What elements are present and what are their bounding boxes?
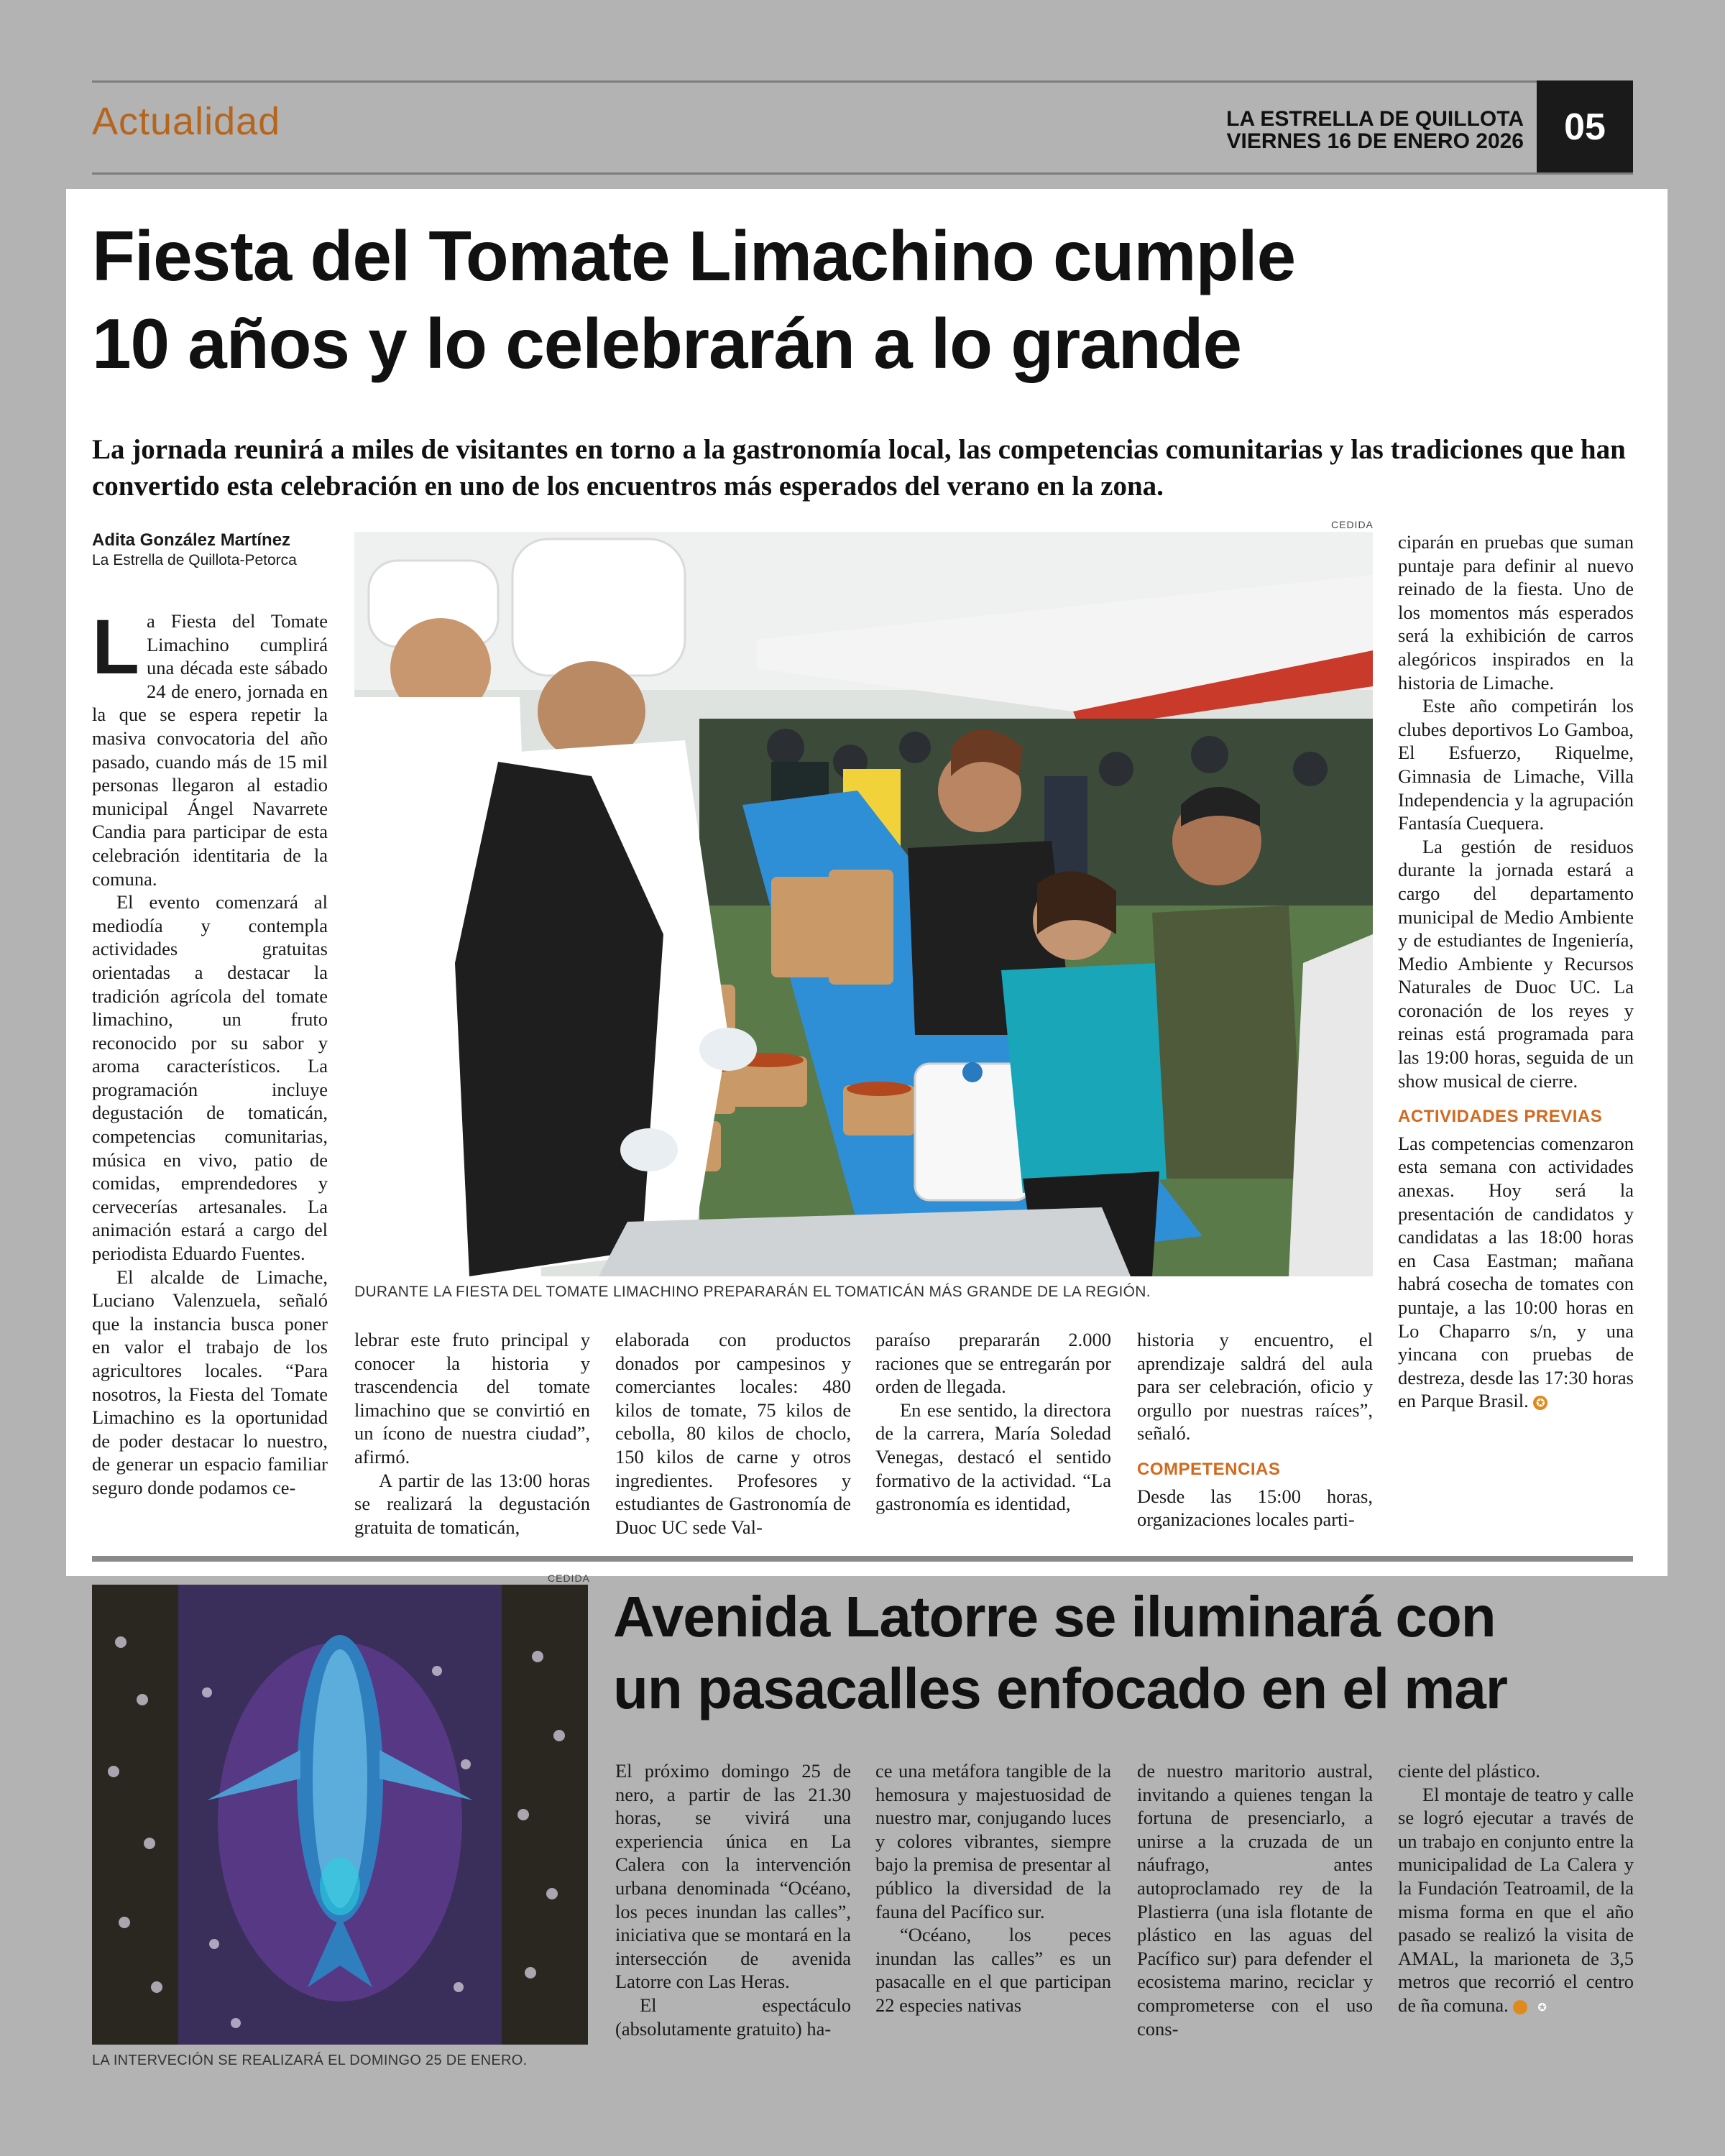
story2-column-1 <box>615 1759 851 2040</box>
secondary-photo <box>92 1585 588 2045</box>
story1-column-3 <box>615 1328 851 1539</box>
section-label: Actualidad <box>92 100 281 143</box>
secondary-headline <box>613 1581 1634 1725</box>
end-mark-icon: ✪ <box>1533 1396 1547 1410</box>
secondary-headline-line-2: un pasacalles enfocado en el mar <box>613 1657 1508 1720</box>
story1-col6-paragraph-2: Este año competirán los clubes deportivos Lo Gamboa, El Esfuerzo, Riquelme, Gimnasia de Limache, Villa Independencia y la agrupación Fantasía Cuequera. <box>1398 695 1634 834</box>
story1-col1-paragraph-1: a Fiesta del Tomate Limachino cumplirá una década este sábado 24 de enero, jornada en la que se espera repetir la masiva convocatoria del año pasado, cuando más de 15 mil personas llegaron al estadio municipal Ángel Navarrete Candia para participar de esta celebración identitaria de la comuna. <box>92 610 328 890</box>
byline <box>92 530 297 571</box>
festival-scene-illustration <box>354 532 1373 1276</box>
story1-col2-paragraph-1: lebrar este fruto principal y conocer la historia y trascendencia del tomate limachino que se convirtió en un ícono de nuestra ciudad”, afirmó. <box>354 1329 590 1468</box>
photo2-caption: LA INTERVECIÓN SE REALIZARÁ EL DOMINGO 25 DE ENERO. <box>92 2053 528 2068</box>
story1-col6-paragraph-4: Las competencias comenzaron esta semana con actividades anexas. Hoy será la presentación de candidatos y candidatas a las 18:00 horas en Casa Eastman; mañana habrá cosecha de tomates con puntaje, a las 10:00 horas en Lo Chaparro s/n, y una yincana con pruebas de destreza, desde las 17:30 horas en Parque Brasil. <box>1398 1132 1634 1412</box>
photo2-credit: CEDIDA <box>548 1572 590 1584</box>
masthead <box>1226 108 1524 152</box>
story2-col2-paragraph-2: “Océano, los peces inundan las calles” es un pasacalle en el que participan 22 especies nativas <box>875 1924 1111 2016</box>
main-dek: La jornada reunirá a miles de visitantes en torno a la gastronomía local, las competencias comunitarias y las tradiciones que han convertido esta celebración en uno de los encuentros más esperados del verano en la zona. <box>92 434 1626 502</box>
header-rule-bottom <box>92 172 1633 175</box>
story1-col2-paragraph-2: A partir de las 13:00 horas se realizará la degustación gratuita de tomaticán, <box>354 1469 590 1538</box>
page-number: 05 <box>1537 80 1633 174</box>
main-headline <box>92 212 1637 387</box>
story2-column-4 <box>1398 1759 1634 2017</box>
story1-col4-paragraph-1: paraíso prepararán 2.000 raciones que se entregarán por orden de llegada. <box>875 1329 1111 1398</box>
subhead-competencias: COMPETENCIAS <box>1137 1459 1281 1479</box>
issue-date: VIERNES 16 DE ENERO 2026 <box>1226 129 1524 153</box>
paper-name: LA ESTRELLA DE QUILLOTA <box>1226 107 1524 131</box>
story1-col6-paragraph-1: ciparán en pruebas que suman puntaje para definir al nuevo reinado de la fiesta. Uno de los momentos más esperados será la exhibición de carros alegóricos inspirados en la historia de Limache. <box>1398 531 1634 694</box>
story2-col1-paragraph-2: El espectáculo (absolutamente gratuito) ha- <box>615 1994 851 2040</box>
story1-col3-paragraph-1: elaborada con productos donados por campesinos y comerciantes locales: 480 kilos de tomate, 75 kilos de cebolla, 80 kilos de choclo, 150 kilos de carne y otros ingredientes. Profesores y estudiantes de Gastronomía de Duoc UC sede Val- <box>615 1329 851 1538</box>
story2-col3-paragraph-1: de nuestro maritorio austral, invitando a quienes tengan la fortuna de presenciarlo, a unirse a la cruzada de un náufrago, antes autoproclamado rey de la Plastierra (una isla flotante de plástico en las aguas del Pacífico sur) para defender el ecosistema marino, reciclar y comprometerse con el uso cons- <box>1137 1760 1373 2040</box>
story1-col4-paragraph-2: En ese sentido, la directora de la carrera, María Soledad Venegas, destacó el sentido formativo de la actividad. “La gastronomía es identidad, <box>875 1399 1111 1515</box>
story2-col2-paragraph-1: ce una metáfora tangible de la hemosura y majestuosidad de nuestro mar, conjugando luces y colores vibrantes, siempre bajo la premisa de presentar al público la diversidad de la fauna del Pacífico sur. <box>875 1760 1111 1922</box>
story1-column-1 <box>92 603 328 1500</box>
whale-puppet-illustration <box>92 1585 588 2045</box>
story2-col4-paragraph-1: ciente del plástico. <box>1398 1760 1540 1782</box>
end-mark-icon: ✪ <box>1513 2000 1527 2014</box>
story2-column-3 <box>1137 1759 1373 2040</box>
photo-caption: DURANTE LA FIESTA DEL TOMATE LIMACHINO PREPARARÁN EL TOMATICÁN MÁS GRANDE DE LA REGIÓN. <box>354 1284 1151 1300</box>
story-divider <box>92 1556 1633 1562</box>
story1-col5-paragraph-1: historia y encuentro, el aprendizaje saldrá del aula para ser celebración, oficio y orgullo por nuestras raíces”, señaló. <box>1137 1329 1373 1445</box>
story2-col1-paragraph-1: El próximo domingo 25 de nero, a partir de las 21.30 horas, se vivirá una experiencia única en La Calera con la intervención urbana denominada “Océano, los peces inundan las calles”, iniciativa que se montará en la intersección de avenida Latorre con Las Heras. <box>615 1760 851 1993</box>
story2-col4-paragraph-2: El montaje de teatro y calle se logró ejecutar a través de un trabajo en conjunto entre la municipalidad de La Calera y la Fundación Teatroamil, de la misma forma en que el año pasado se realizó la visita de AMAL, la marioneta de 3,5 metros que recorrió el centro de ña comuna. <box>1398 1783 1634 2016</box>
story1-col1-paragraph-2: El evento comenzará al mediodía y contempla actividades gratuitas orientadas a destacar la tradición agrícola del tomate limachino, un fruto reconocido por su sabor y aroma característicos. La programación incluye degustación de tomaticán, competencias comunitarias, música en vivo, patio de comidas, emprendedores y cervecerías artesanales. La animación estará a cargo del periodista Eduardo Fuentes. <box>92 891 328 1265</box>
story1-column-6 <box>1398 530 1634 1413</box>
story1-col6-paragraph-3: La gestión de residuos durante la jornada estará a cargo del departamento municipal de Medio Ambiente y de estudiantes de Ingeniería, Medio Ambiente y Recursos Naturales de Duoc UC. La coronación de los reyes y reinas está programada para las 19:00 horas, seguida de un show musical de cierre. <box>1398 835 1634 1092</box>
story1-col1-paragraph-3: El alcalde de Limache, Luciano Valenzuela, señaló que la instancia busca poner en valor el trabajo de los agricultores locales. “Para nosotros, la Fiesta del Tomate Limachino es la oportunidad de poder destacar lo nuestro, de generar un espacio familiar seguro donde podamos ce- <box>92 1266 328 1498</box>
subhead-actividades-previas: ACTIVIDADES PREVIAS <box>1398 1107 1603 1127</box>
author-name: Adita González Martínez <box>92 530 291 550</box>
headline-line-1: Fiesta del Tomate Limachino cumple <box>92 216 1296 295</box>
story1-col5-paragraph-2: Desde las 15:00 horas, organizaciones locales parti- <box>1137 1485 1373 1531</box>
headline-line-2: 10 años y lo celebrarán a lo grande <box>92 304 1241 383</box>
photo-credit: CEDIDA <box>1331 519 1374 530</box>
secondary-headline-line-1: Avenida Latorre se iluminará con <box>613 1585 1496 1649</box>
main-photo <box>354 532 1373 1276</box>
story1-column-2 <box>354 1328 590 1539</box>
header-rule-top <box>92 80 1633 83</box>
story1-column-4 <box>875 1328 1111 1516</box>
author-outlet: La Estrella de Quillota-Petorca <box>92 552 297 568</box>
story2-column-2 <box>875 1759 1111 2017</box>
dropcap: L <box>92 603 139 690</box>
story1-column-5 <box>1137 1328 1373 1531</box>
